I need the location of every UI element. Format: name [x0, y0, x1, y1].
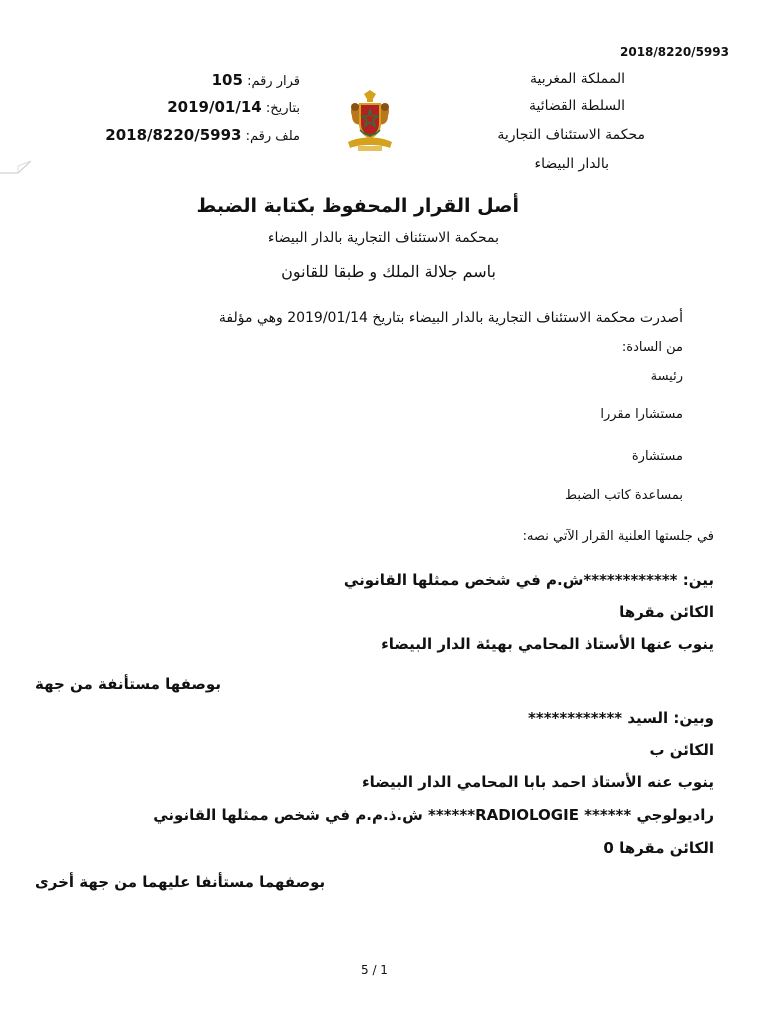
party2-company: راديولوجي ****** RADIOLOGIE****** ش.ذ.م.م في شخص ممثلها القانوني [153, 806, 714, 824]
header-kingdom: المملكة المغربية [529, 71, 625, 87]
party1-role: بوصفها مستأنفة من جهة [35, 675, 221, 693]
header-city: بالدار البيضاء [534, 156, 609, 172]
decision-date-value: 2019/01/14 [167, 98, 262, 116]
party1-address: الكائن مقرها [619, 603, 714, 621]
decision-number-label: قرار رقم: [247, 74, 300, 89]
page-number: 5 / 1 [361, 963, 388, 977]
decision-number-value: 105 [211, 71, 243, 89]
session-line: في جلستها العلنية القرار الآتي نصه: [522, 529, 714, 544]
party2-lawyer: ينوب عنه الأستاذ احمد بابا المحامي الدار البيضاء [361, 773, 714, 791]
file-number-row [105, 126, 300, 144]
file-number-label: ملف رقم: [245, 129, 300, 144]
party1-name: بين: ************ش.م في شخص ممثلها القانوني [343, 571, 714, 589]
page-fold-mark [0, 160, 32, 174]
panel-heading: من السادة: [621, 340, 683, 355]
intro-paragraph: أصدرت محكمة الاستئناف التجارية بالدار البيضاء بتاريخ 2019/01/14 وهي مؤلفة [218, 310, 683, 326]
party2-address: الكائن ب [649, 741, 714, 759]
decision-number-row [212, 71, 300, 89]
party1-lawyer: ينوب عنها الأستاذ المحامي بهيئة الدار البيضاء [381, 635, 714, 653]
top-reference: 2018/8220/5993 [620, 45, 729, 59]
document-subtitle: بمحكمة الاستئناف التجارية بالدار البيضاء [267, 230, 499, 246]
role-president: رئيسة [650, 369, 683, 384]
royal-motto: باسم جلالة الملك و طبقا للقانون [281, 262, 496, 281]
party2-company-address: الكائن مقرها 0 [603, 839, 714, 857]
party2-role: بوصفهما مستأنفا عليهما من جهة أخرى [35, 873, 326, 891]
role-rapporteur: مستشارا مقررا [600, 407, 683, 422]
file-number-value: 2018/8220/5993 [105, 126, 242, 144]
role-clerk: بمساعدة كاتب الضبط [565, 488, 683, 503]
header-judicial-authority: السلطة القضائية [529, 98, 625, 114]
role-counselor: مستشارة [631, 449, 683, 464]
decision-date-label: بتاريخ: [265, 101, 300, 116]
decision-date-row [167, 98, 300, 116]
document-title: أصل القرار المحفوظ بكتابة الضبط [196, 195, 519, 217]
header-court: محكمة الاستئناف التجارية [497, 127, 645, 143]
party2-name: وبين: السيد ************ [528, 709, 714, 727]
moroccan-coat-of-arms-icon [340, 90, 400, 156]
